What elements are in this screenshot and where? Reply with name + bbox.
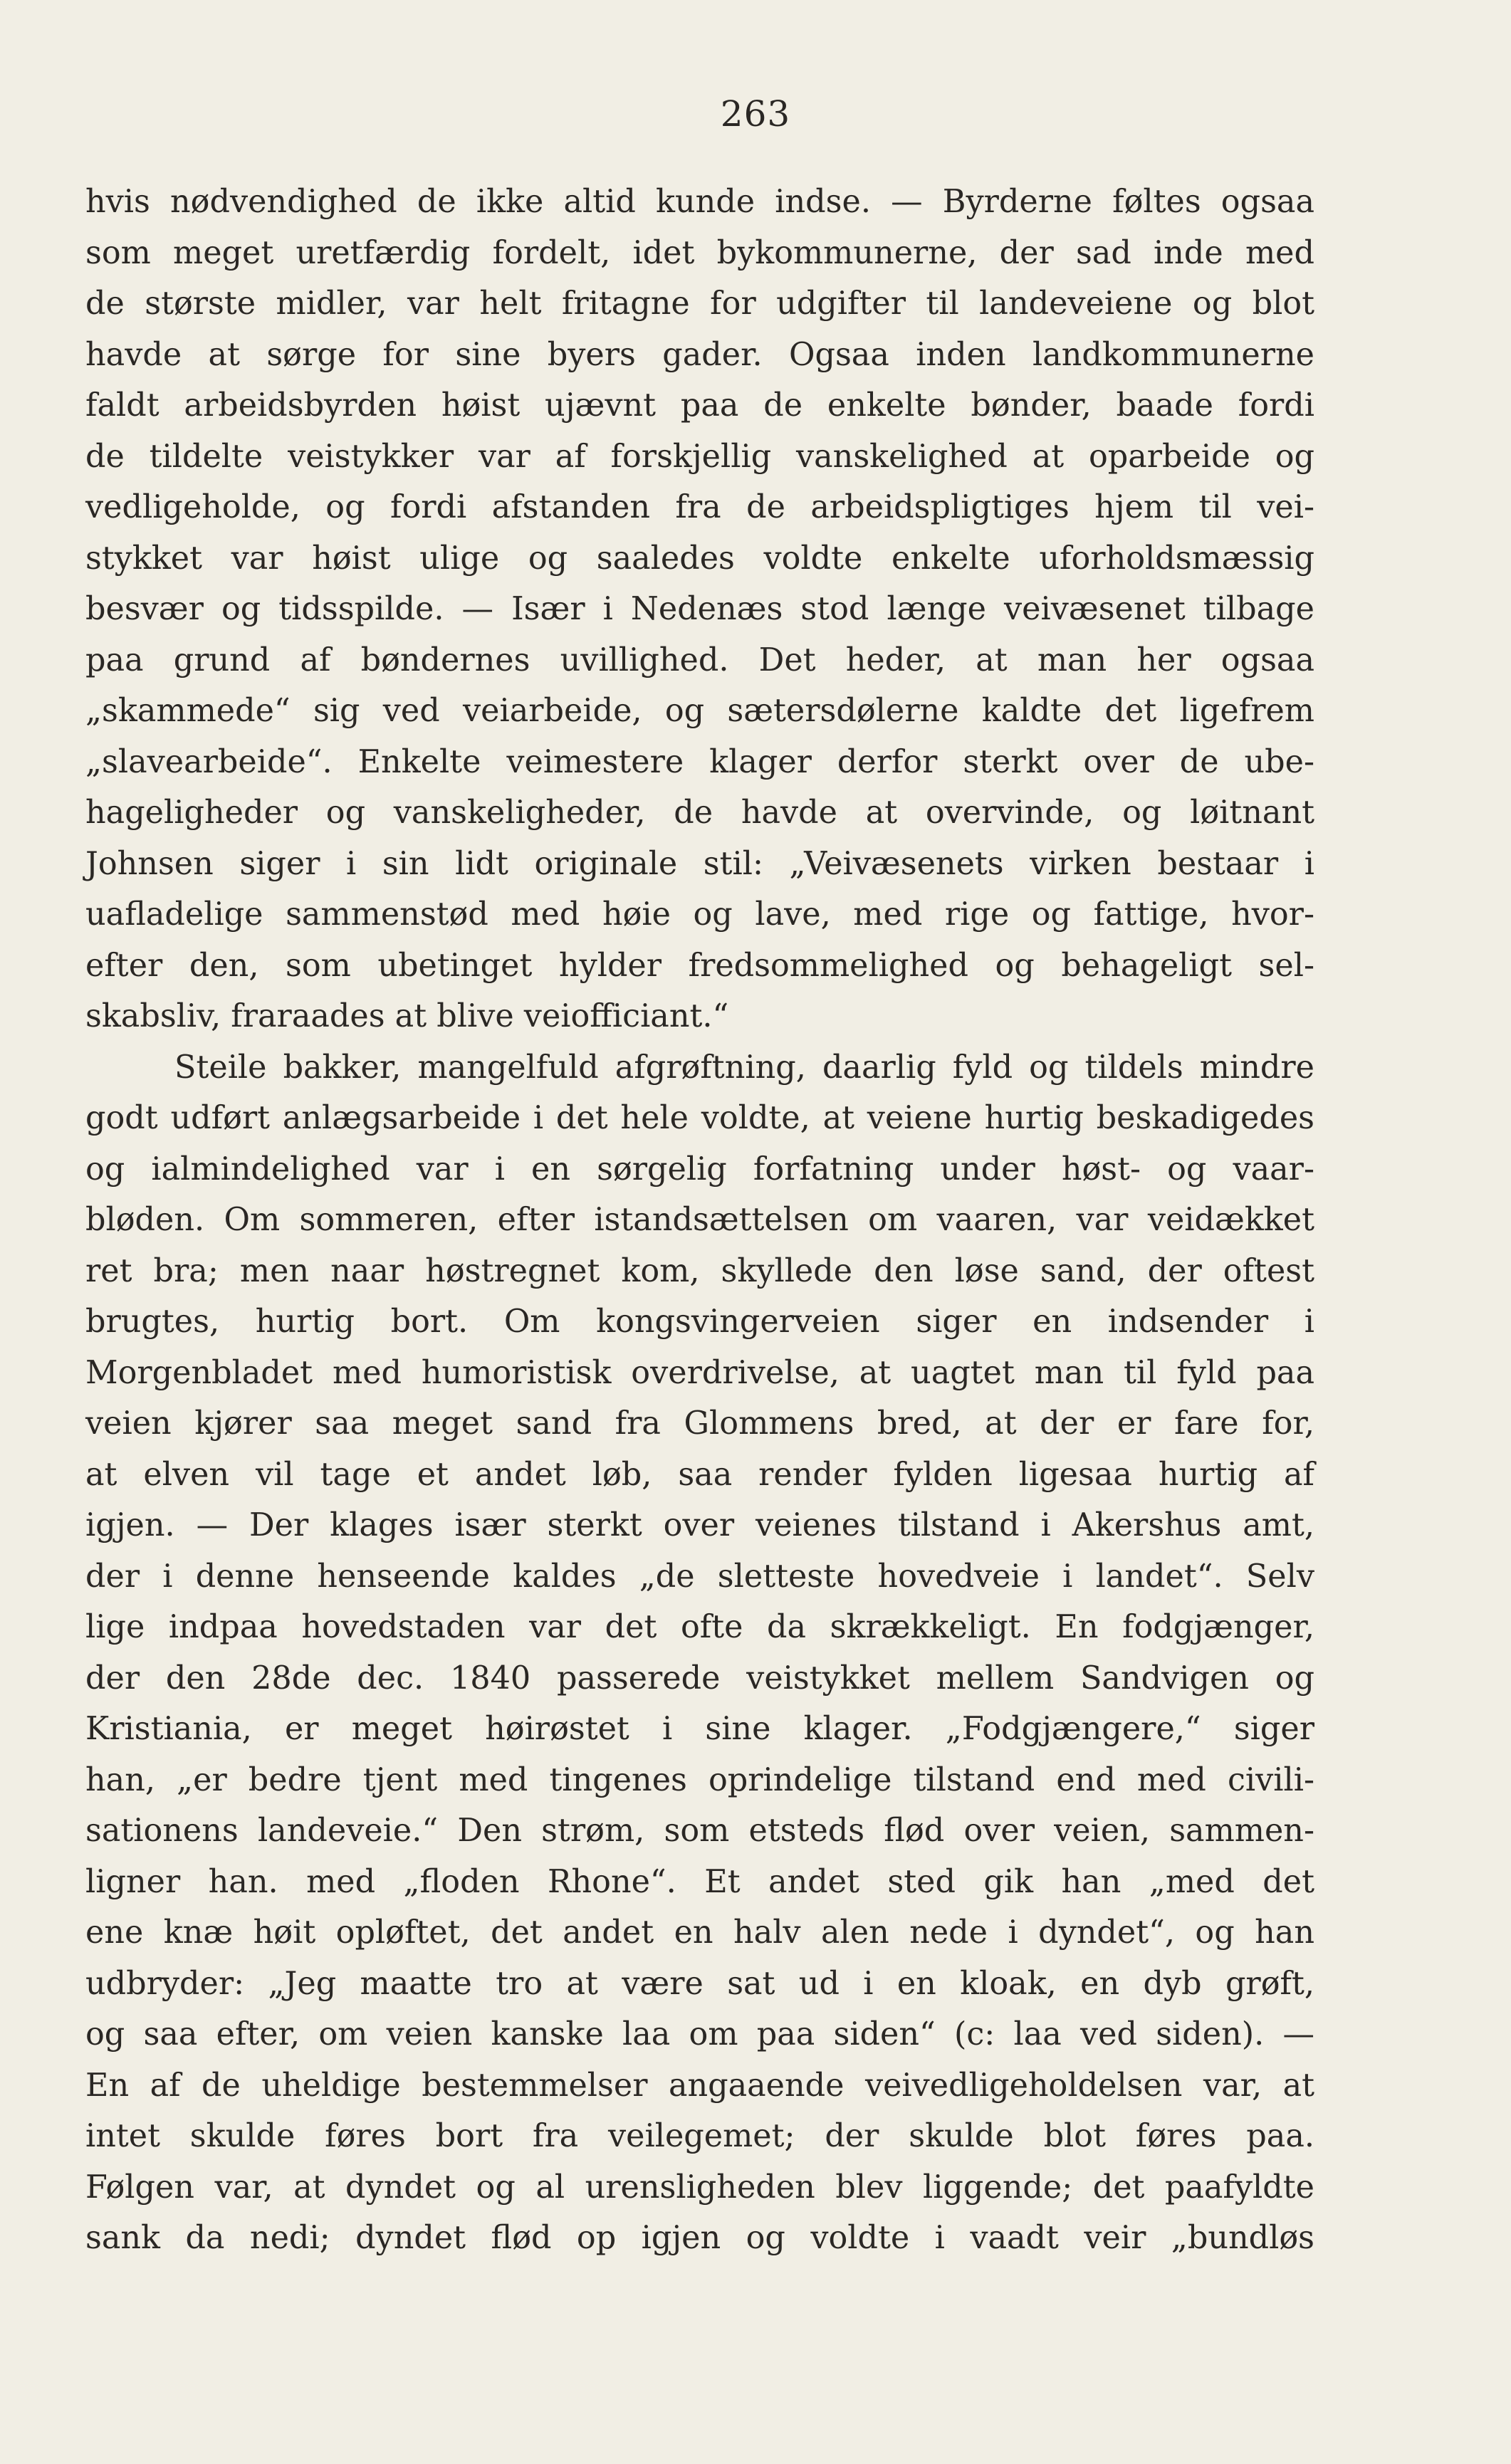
text-line: efter den, som ubetinget hylder fredsommelighed og behageligt sel- <box>85 947 1314 984</box>
text-line: der i denne henseende kaldes „de sletteste hovedveie i landet“. Selv <box>85 1558 1314 1595</box>
text-line: uafladelige sammenstød med høie og lave, med rige og fattige, hvor- <box>85 896 1314 933</box>
text-line: vedligeholde, og fordi afstanden fra de arbeidspligtiges hjem til vei- <box>85 489 1314 525</box>
text-line: „slavearbeide“. Enkelte veimestere klager derfor sterkt over de ube- <box>85 743 1314 780</box>
text-line: at elven vil tage et andet løb, saa render fylden ligesaa hurtig af <box>85 1456 1314 1493</box>
text-line: godt udført anlægsarbeide i det hele voldte, at veiene hurtig beskadigedes <box>85 1100 1314 1136</box>
text-line: og ialmindelighed var i en sørgelig forfatning under høst- og vaar- <box>85 1150 1314 1188</box>
text-line: igjen. — Der klages især sterkt over veienes tilstand i Akershus amt, <box>85 1507 1314 1543</box>
text-line: sationens landeveie.“ Den strøm, som etsteds flød over veien, sammen- <box>85 1813 1314 1849</box>
body-text <box>85 177 1314 2264</box>
text-line: havde at sørge for sine byers gader. Ogsaa inden landkommunerne <box>85 336 1314 373</box>
text-line: lige indpaa hovedstaden var det ofte da skrækkeligt. En fodgjænger, <box>85 1609 1314 1645</box>
text-line: ene knæ høit opløftet, det andet en halv alen nede i dyndet“, og han <box>85 1914 1314 1951</box>
text-line: Steile bakker, mangelfuld afgrøftning, daarlig fyld og tildels mindre <box>174 1049 1314 1086</box>
text-line: og saa efter, om veien kanske laa om paa siden“ (c: laa ved siden). — <box>85 2016 1314 2053</box>
text-line: de tildelte veistykker var af forskjellig vanskelighed at oparbeide og <box>85 438 1314 475</box>
text-line: de største midler, var helt fritagne for udgifter til landeveiene og blot <box>85 285 1314 322</box>
text-line: der den 28de dec. 1840 passerede veistykket mellem Sandvigen og <box>85 1660 1314 1697</box>
text-line: faldt arbeidsbyrden høist ujævnt paa de enkelte bønder, baade fordi <box>85 387 1314 424</box>
text-line: sank da nedi; dyndet flød op igjen og voldte i vaadt veir „bundløs <box>85 2220 1314 2256</box>
text-line: besvær og tidsspilde. — Især i Nedenæs stod længe veivæsenet tilbage <box>85 591 1314 627</box>
text-line: Morgenbladet med humoristisk overdrivelse, at uagtet man til fyld paa <box>85 1354 1314 1391</box>
text-line: som meget uretfærdig fordelt, idet bykommunerne, der sad inde med <box>85 234 1314 271</box>
text-line: intet skulde føres bort fra veilegemet; der skulde blot føres paa. <box>85 2118 1314 2154</box>
text-line: veien kjører saa meget sand fra Glommens bred, at der er fare for, <box>85 1405 1314 1442</box>
text-line: Johnsen siger i sin lidt originale stil: „Veivæsenets virken bestaar i <box>85 845 1314 882</box>
text-line: ret bra; men naar høstregnet kom, skyllede den løse sand, der oftest <box>85 1252 1314 1289</box>
text-line: bløden. Om sommeren, efter istandsættelsen om vaaren, var veidækket <box>85 1202 1314 1238</box>
text-line: En af de uheldige bestemmelser angaaende veivedligeholdelsen var, at <box>85 2067 1314 2104</box>
text-line: brugtes, hurtig bort. Om kongsvingerveien siger en indsender i <box>85 1304 1314 1340</box>
text-line: hvis nødvendighed de ikke altid kunde indse. — Byrderne føltes ogsaa <box>85 184 1314 220</box>
text-line: han, „er bedre tjent med tingenes oprindelige tilstand end med civili- <box>85 1761 1314 1798</box>
page-number: 263 <box>720 93 791 135</box>
text-line: Følgen var, at dyndet og al urensligheden blev liggende; det paafyldte <box>85 2169 1314 2206</box>
text-line: skabsliv, fraraades at blive veiofficiant.“ <box>85 998 729 1034</box>
text-line: „skammede“ sig ved veiarbeide, og sætersdølerne kaldte det ligefrem <box>85 693 1314 729</box>
text-line: stykket var høist ulige og saaledes voldte enkelte uforholdsmæssig <box>85 540 1314 577</box>
text-line: Kristiania, er meget høirøstet i sine klager. „Fodgjængere,“ siger <box>85 1711 1314 1747</box>
text-line: udbryder: „Jeg maatte tro at være sat ud i en kloak, en dyb grøft, <box>85 1965 1314 2002</box>
text-line: paa grund af bøndernes uvillighed. Det heder, at man her ogsaa <box>85 641 1314 678</box>
text-line: ligner han. med „floden Rhone“. Et andet sted gik han „med det <box>85 1863 1314 1900</box>
text-line: hageligheder og vanskeligheder, de havde at overvinde, og løitnant <box>85 795 1314 831</box>
